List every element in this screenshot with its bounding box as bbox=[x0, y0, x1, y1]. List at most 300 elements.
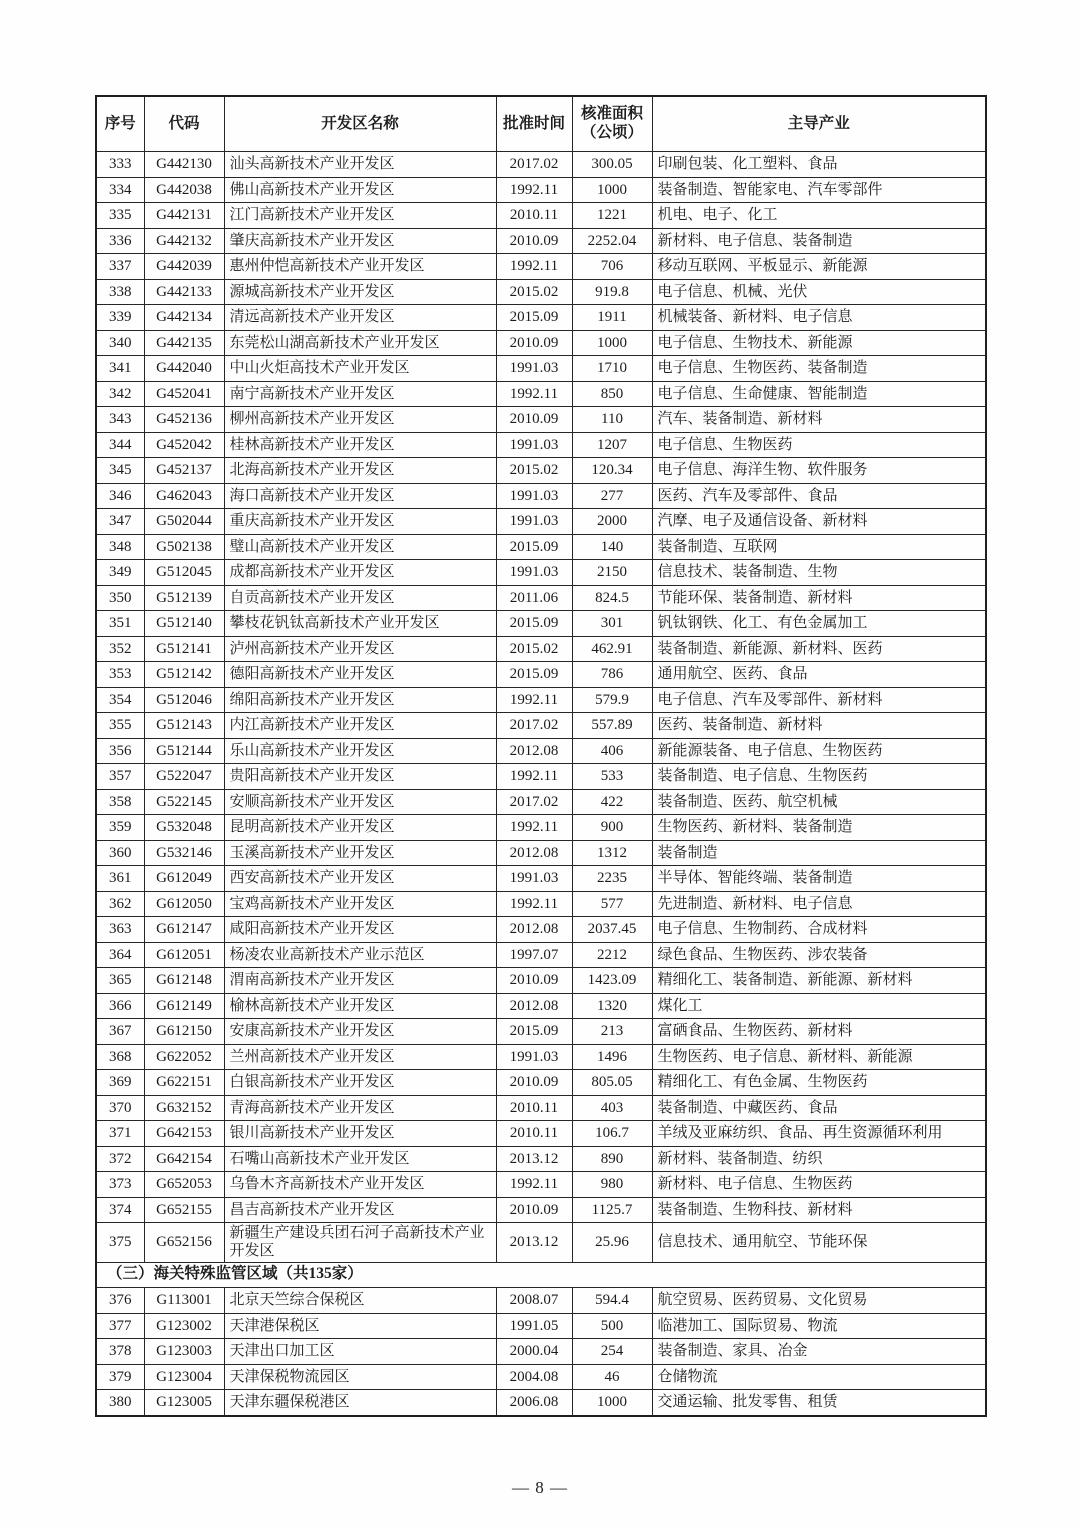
index-cell: 338 bbox=[96, 279, 144, 305]
industries-cell: 汽车、装备制造、新材料 bbox=[652, 407, 986, 433]
table-row bbox=[96, 483, 986, 509]
table-row bbox=[96, 509, 986, 535]
date-cell: 2015.09 bbox=[496, 662, 572, 688]
name-cell: 北海高新技术产业开发区 bbox=[224, 458, 496, 484]
date-cell: 2017.02 bbox=[496, 152, 572, 178]
date-cell: 2015.09 bbox=[496, 305, 572, 331]
area-cell: 890 bbox=[572, 1146, 652, 1172]
area-cell: 2212 bbox=[572, 942, 652, 968]
industries-cell: 电子信息、生物医药、装备制造 bbox=[652, 356, 986, 382]
name-cell: 白银高新技术产业开发区 bbox=[224, 1070, 496, 1096]
index-cell: 376 bbox=[96, 1288, 144, 1314]
industries-cell: 机械装备、新材料、电子信息 bbox=[652, 305, 986, 331]
area-cell: 824.5 bbox=[572, 585, 652, 611]
index-cell: 378 bbox=[96, 1339, 144, 1365]
index-cell: 372 bbox=[96, 1146, 144, 1172]
index-cell: 379 bbox=[96, 1364, 144, 1390]
code-cell: G512142 bbox=[144, 662, 224, 688]
date-cell: 2015.02 bbox=[496, 279, 572, 305]
name-cell: 汕头高新技术产业开发区 bbox=[224, 152, 496, 178]
code-cell: G642154 bbox=[144, 1146, 224, 1172]
area-cell: 706 bbox=[572, 254, 652, 280]
industries-cell: 新能源装备、电子信息、生物医药 bbox=[652, 738, 986, 764]
name-cell: 宝鸡高新技术产业开发区 bbox=[224, 891, 496, 917]
table-row bbox=[96, 254, 986, 280]
table-row bbox=[96, 356, 986, 382]
industries-cell: 汽摩、电子及通信设备、新材料 bbox=[652, 509, 986, 535]
table-row bbox=[96, 407, 986, 433]
index-cell: 377 bbox=[96, 1313, 144, 1339]
industries-cell: 装备制造、家具、冶金 bbox=[652, 1339, 986, 1365]
code-cell: G612050 bbox=[144, 891, 224, 917]
name-cell: 昌吉高新技术产业开发区 bbox=[224, 1197, 496, 1223]
index-cell: 365 bbox=[96, 968, 144, 994]
date-cell: 2015.09 bbox=[496, 534, 572, 560]
industries-cell: 煤化工 bbox=[652, 993, 986, 1019]
name-cell: 咸阳高新技术产业开发区 bbox=[224, 917, 496, 943]
name-cell: 青海高新技术产业开发区 bbox=[224, 1095, 496, 1121]
table-row bbox=[96, 636, 986, 662]
area-cell: 919.8 bbox=[572, 279, 652, 305]
area-cell: 46 bbox=[572, 1364, 652, 1390]
name-cell: 惠州仲恺高新技术产业开发区 bbox=[224, 254, 496, 280]
date-cell: 1991.03 bbox=[496, 509, 572, 535]
index-cell: 358 bbox=[96, 789, 144, 815]
industries-cell: 机电、电子、化工 bbox=[652, 203, 986, 229]
table-row bbox=[96, 228, 986, 254]
index-cell: 346 bbox=[96, 483, 144, 509]
name-cell: 佛山高新技术产业开发区 bbox=[224, 177, 496, 203]
name-cell: 安顺高新技术产业开发区 bbox=[224, 789, 496, 815]
area-cell: 462.91 bbox=[572, 636, 652, 662]
page-number: — 8 — bbox=[512, 1478, 568, 1497]
name-cell: 绵阳高新技术产业开发区 bbox=[224, 687, 496, 713]
name-cell: 江门高新技术产业开发区 bbox=[224, 203, 496, 229]
date-cell: 1992.11 bbox=[496, 177, 572, 203]
industries-cell: 钒钛钢铁、化工、有色金属加工 bbox=[652, 611, 986, 637]
index-cell: 359 bbox=[96, 815, 144, 841]
column-header-area bbox=[572, 96, 652, 152]
code-cell: G452042 bbox=[144, 432, 224, 458]
date-cell: 1991.03 bbox=[496, 560, 572, 586]
name-cell: 泸州高新技术产业开发区 bbox=[224, 636, 496, 662]
table-row bbox=[96, 1223, 986, 1263]
industries-cell: 装备制造、新能源、新材料、医药 bbox=[652, 636, 986, 662]
code-cell: G442039 bbox=[144, 254, 224, 280]
table-row bbox=[96, 1364, 986, 1390]
index-cell: 362 bbox=[96, 891, 144, 917]
table-row bbox=[96, 534, 986, 560]
code-cell: G612049 bbox=[144, 866, 224, 892]
index-cell: 347 bbox=[96, 509, 144, 535]
index-cell: 370 bbox=[96, 1095, 144, 1121]
date-cell: 2015.09 bbox=[496, 1019, 572, 1045]
index-cell: 366 bbox=[96, 993, 144, 1019]
index-cell: 360 bbox=[96, 840, 144, 866]
industries-cell: 生物医药、电子信息、新材料、新能源 bbox=[652, 1044, 986, 1070]
table-row bbox=[96, 1313, 986, 1339]
date-cell: 2010.09 bbox=[496, 1197, 572, 1223]
index-cell: 353 bbox=[96, 662, 144, 688]
table-row bbox=[96, 662, 986, 688]
industries-cell: 半导体、智能终端、装备制造 bbox=[652, 866, 986, 892]
name-cell: 中山火炬高技术产业开发区 bbox=[224, 356, 496, 382]
name-cell: 自贡高新技术产业开发区 bbox=[224, 585, 496, 611]
industries-cell: 节能环保、装备制造、新材料 bbox=[652, 585, 986, 611]
area-cell: 1125.7 bbox=[572, 1197, 652, 1223]
table-row bbox=[96, 917, 986, 943]
code-cell: G512141 bbox=[144, 636, 224, 662]
area-cell: 533 bbox=[572, 764, 652, 790]
name-cell: 天津保税物流园区 bbox=[224, 1364, 496, 1390]
table-row bbox=[96, 1121, 986, 1147]
table-row bbox=[96, 1044, 986, 1070]
area-cell: 300.05 bbox=[572, 152, 652, 178]
index-cell: 349 bbox=[96, 560, 144, 586]
name-cell: 石嘴山高新技术产业开发区 bbox=[224, 1146, 496, 1172]
table-row bbox=[96, 1339, 986, 1365]
industries-cell: 电子信息、汽车及零部件、新材料 bbox=[652, 687, 986, 713]
area-cell: 805.05 bbox=[572, 1070, 652, 1096]
code-cell: G442038 bbox=[144, 177, 224, 203]
name-cell: 贵阳高新技术产业开发区 bbox=[224, 764, 496, 790]
date-cell: 1991.05 bbox=[496, 1313, 572, 1339]
industries-cell: 临港加工、国际贸易、物流 bbox=[652, 1313, 986, 1339]
code-cell: G612147 bbox=[144, 917, 224, 943]
area-cell: 301 bbox=[572, 611, 652, 637]
table-row bbox=[96, 611, 986, 637]
name-cell: 重庆高新技术产业开发区 bbox=[224, 509, 496, 535]
code-cell: G512143 bbox=[144, 713, 224, 739]
column-header-area-line2: （公顷） bbox=[580, 124, 643, 141]
area-cell: 1000 bbox=[572, 1390, 652, 1416]
column-header-industries: 主导产业 bbox=[652, 96, 986, 152]
date-cell: 2010.09 bbox=[496, 330, 572, 356]
industries-cell: 装备制造 bbox=[652, 840, 986, 866]
area-cell: 2037.45 bbox=[572, 917, 652, 943]
column-header-name: 开发区名称 bbox=[224, 96, 496, 152]
area-cell: 900 bbox=[572, 815, 652, 841]
index-cell: 355 bbox=[96, 713, 144, 739]
table-row bbox=[96, 152, 986, 178]
date-cell: 2012.08 bbox=[496, 738, 572, 764]
name-cell: 兰州高新技术产业开发区 bbox=[224, 1044, 496, 1070]
industries-cell: 仓储物流 bbox=[652, 1364, 986, 1390]
area-cell: 120.34 bbox=[572, 458, 652, 484]
area-cell: 1911 bbox=[572, 305, 652, 331]
name-cell: 海口高新技术产业开发区 bbox=[224, 483, 496, 509]
table-row bbox=[96, 330, 986, 356]
date-cell: 1992.11 bbox=[496, 764, 572, 790]
table-row bbox=[96, 1172, 986, 1198]
date-cell: 1991.03 bbox=[496, 1044, 572, 1070]
name-cell: 渭南高新技术产业开发区 bbox=[224, 968, 496, 994]
code-cell: G442135 bbox=[144, 330, 224, 356]
industries-cell: 电子信息、生命健康、智能制造 bbox=[652, 381, 986, 407]
table-row bbox=[96, 1095, 986, 1121]
industries-cell: 信息技术、装备制造、生物 bbox=[652, 560, 986, 586]
name-cell: 银川高新技术产业开发区 bbox=[224, 1121, 496, 1147]
code-cell: G442132 bbox=[144, 228, 224, 254]
date-cell: 2010.11 bbox=[496, 1121, 572, 1147]
industries-cell: 生物医药、新材料、装备制造 bbox=[652, 815, 986, 841]
table-row bbox=[96, 585, 986, 611]
date-cell: 1991.03 bbox=[496, 483, 572, 509]
code-cell: G452136 bbox=[144, 407, 224, 433]
date-cell: 2015.09 bbox=[496, 611, 572, 637]
industries-cell: 富硒食品、生物医药、新材料 bbox=[652, 1019, 986, 1045]
code-cell: G502044 bbox=[144, 509, 224, 535]
date-cell: 2015.02 bbox=[496, 636, 572, 662]
table-row bbox=[96, 1019, 986, 1045]
column-header-index: 序号 bbox=[96, 96, 144, 152]
area-cell: 557.89 bbox=[572, 713, 652, 739]
date-cell: 2012.08 bbox=[496, 840, 572, 866]
industries-cell: 印刷包装、化工塑料、食品 bbox=[652, 152, 986, 178]
industries-cell: 精细化工、装备制造、新能源、新材料 bbox=[652, 968, 986, 994]
code-cell: G532048 bbox=[144, 815, 224, 841]
code-cell: G462043 bbox=[144, 483, 224, 509]
area-cell: 786 bbox=[572, 662, 652, 688]
name-cell: 德阳高新技术产业开发区 bbox=[224, 662, 496, 688]
code-cell: G612051 bbox=[144, 942, 224, 968]
industries-cell: 通用航空、医药、食品 bbox=[652, 662, 986, 688]
industries-cell: 羊绒及亚麻纺织、食品、再生资源循环利用 bbox=[652, 1121, 986, 1147]
name-cell: 柳州高新技术产业开发区 bbox=[224, 407, 496, 433]
table-row bbox=[96, 866, 986, 892]
name-cell: 攀枝花钒钛高新技术产业开发区 bbox=[224, 611, 496, 637]
code-cell: G652155 bbox=[144, 1197, 224, 1223]
code-cell: G642153 bbox=[144, 1121, 224, 1147]
table-row bbox=[96, 305, 986, 331]
index-cell: 340 bbox=[96, 330, 144, 356]
table-row bbox=[96, 1197, 986, 1223]
area-cell: 213 bbox=[572, 1019, 652, 1045]
section-header-row bbox=[96, 1262, 986, 1288]
industries-cell: 装备制造、医药、航空机械 bbox=[652, 789, 986, 815]
index-cell: 342 bbox=[96, 381, 144, 407]
name-cell: 桂林高新技术产业开发区 bbox=[224, 432, 496, 458]
industries-cell: 装备制造、中藏医药、食品 bbox=[652, 1095, 986, 1121]
date-cell: 1991.03 bbox=[496, 356, 572, 382]
industries-cell: 医药、汽车及零部件、食品 bbox=[652, 483, 986, 509]
column-header-code: 代码 bbox=[144, 96, 224, 152]
code-cell: G612150 bbox=[144, 1019, 224, 1045]
code-cell: G442134 bbox=[144, 305, 224, 331]
date-cell: 1992.11 bbox=[496, 1172, 572, 1198]
industries-cell: 装备制造、互联网 bbox=[652, 534, 986, 560]
area-cell: 1320 bbox=[572, 993, 652, 1019]
index-cell: 351 bbox=[96, 611, 144, 637]
name-cell: 西安高新技术产业开发区 bbox=[224, 866, 496, 892]
area-cell: 1221 bbox=[572, 203, 652, 229]
industries-cell: 移动互联网、平板显示、新能源 bbox=[652, 254, 986, 280]
code-cell: G512045 bbox=[144, 560, 224, 586]
industries-cell: 装备制造、智能家电、汽车零部件 bbox=[652, 177, 986, 203]
date-cell: 2008.07 bbox=[496, 1288, 572, 1314]
area-cell: 110 bbox=[572, 407, 652, 433]
area-cell: 277 bbox=[572, 483, 652, 509]
table-row bbox=[96, 764, 986, 790]
industries-cell: 新材料、电子信息、生物医药 bbox=[652, 1172, 986, 1198]
code-cell: G632152 bbox=[144, 1095, 224, 1121]
name-cell: 肇庆高新技术产业开发区 bbox=[224, 228, 496, 254]
index-cell: 368 bbox=[96, 1044, 144, 1070]
code-cell: G452137 bbox=[144, 458, 224, 484]
index-cell: 367 bbox=[96, 1019, 144, 1045]
index-cell: 350 bbox=[96, 585, 144, 611]
code-cell: G442133 bbox=[144, 279, 224, 305]
table-row bbox=[96, 1146, 986, 1172]
industries-cell: 精细化工、有色金属、生物医药 bbox=[652, 1070, 986, 1096]
date-cell: 2004.08 bbox=[496, 1364, 572, 1390]
name-cell: 杨凌农业高新技术产业示范区 bbox=[224, 942, 496, 968]
name-cell: 天津出口加工区 bbox=[224, 1339, 496, 1365]
index-cell: 374 bbox=[96, 1197, 144, 1223]
area-cell: 500 bbox=[572, 1313, 652, 1339]
index-cell: 334 bbox=[96, 177, 144, 203]
date-cell: 1992.11 bbox=[496, 254, 572, 280]
code-cell: G113001 bbox=[144, 1288, 224, 1314]
area-cell: 403 bbox=[572, 1095, 652, 1121]
code-cell: G502138 bbox=[144, 534, 224, 560]
area-cell: 1496 bbox=[572, 1044, 652, 1070]
date-cell: 2010.09 bbox=[496, 407, 572, 433]
industries-cell: 装备制造、生物科技、新材料 bbox=[652, 1197, 986, 1223]
industries-cell: 新材料、电子信息、装备制造 bbox=[652, 228, 986, 254]
industries-cell: 先进制造、新材料、电子信息 bbox=[652, 891, 986, 917]
name-cell: 源城高新技术产业开发区 bbox=[224, 279, 496, 305]
name-cell: 天津东疆保税港区 bbox=[224, 1390, 496, 1416]
index-cell: 364 bbox=[96, 942, 144, 968]
index-cell: 345 bbox=[96, 458, 144, 484]
date-cell: 2012.08 bbox=[496, 917, 572, 943]
index-cell: 357 bbox=[96, 764, 144, 790]
code-cell: G622052 bbox=[144, 1044, 224, 1070]
index-cell: 336 bbox=[96, 228, 144, 254]
area-cell: 2235 bbox=[572, 866, 652, 892]
date-cell: 2012.08 bbox=[496, 993, 572, 1019]
date-cell: 2000.04 bbox=[496, 1339, 572, 1365]
name-cell: 乌鲁木齐高新技术产业开发区 bbox=[224, 1172, 496, 1198]
name-cell: 新疆生产建设兵团石河子高新技术产业开发区 bbox=[224, 1223, 496, 1263]
index-cell: 341 bbox=[96, 356, 144, 382]
date-cell: 2013.12 bbox=[496, 1146, 572, 1172]
code-cell: G123002 bbox=[144, 1313, 224, 1339]
code-cell: G652156 bbox=[144, 1223, 224, 1263]
name-cell: 成都高新技术产业开发区 bbox=[224, 560, 496, 586]
code-cell: G512139 bbox=[144, 585, 224, 611]
index-cell: 371 bbox=[96, 1121, 144, 1147]
table-row bbox=[96, 840, 986, 866]
date-cell: 2010.11 bbox=[496, 1095, 572, 1121]
area-cell: 1000 bbox=[572, 177, 652, 203]
date-cell: 2013.12 bbox=[496, 1223, 572, 1263]
index-cell: 348 bbox=[96, 534, 144, 560]
industries-cell: 电子信息、生物制药、合成材料 bbox=[652, 917, 986, 943]
industries-cell: 电子信息、机械、光伏 bbox=[652, 279, 986, 305]
date-cell: 1992.11 bbox=[496, 687, 572, 713]
code-cell: G123003 bbox=[144, 1339, 224, 1365]
area-cell: 2252.04 bbox=[572, 228, 652, 254]
column-header-area-line1: 核准面积 bbox=[580, 105, 643, 123]
table-row bbox=[96, 1070, 986, 1096]
development-zones-table bbox=[95, 95, 987, 1417]
index-cell: 344 bbox=[96, 432, 144, 458]
index-cell: 352 bbox=[96, 636, 144, 662]
table-header-row bbox=[96, 96, 986, 152]
index-cell: 339 bbox=[96, 305, 144, 331]
area-cell: 140 bbox=[572, 534, 652, 560]
table-row bbox=[96, 687, 986, 713]
code-cell: G512144 bbox=[144, 738, 224, 764]
index-cell: 354 bbox=[96, 687, 144, 713]
date-cell: 2017.02 bbox=[496, 713, 572, 739]
table-row bbox=[96, 458, 986, 484]
code-cell: G512140 bbox=[144, 611, 224, 637]
code-cell: G452041 bbox=[144, 381, 224, 407]
industries-cell: 医药、装备制造、新材料 bbox=[652, 713, 986, 739]
date-cell: 2010.11 bbox=[496, 203, 572, 229]
name-cell: 璧山高新技术产业开发区 bbox=[224, 534, 496, 560]
code-cell: G652053 bbox=[144, 1172, 224, 1198]
industries-cell: 交通运输、批发零售、租赁 bbox=[652, 1390, 986, 1416]
industries-cell: 新材料、装备制造、纺织 bbox=[652, 1146, 986, 1172]
code-cell: G512046 bbox=[144, 687, 224, 713]
index-cell: 337 bbox=[96, 254, 144, 280]
area-cell: 577 bbox=[572, 891, 652, 917]
table-row bbox=[96, 993, 986, 1019]
table-header bbox=[96, 96, 986, 152]
code-cell: G123005 bbox=[144, 1390, 224, 1416]
area-cell: 422 bbox=[572, 789, 652, 815]
column-header-approval-date: 批准时间 bbox=[496, 96, 572, 152]
area-cell: 980 bbox=[572, 1172, 652, 1198]
table-row bbox=[96, 738, 986, 764]
area-cell: 1207 bbox=[572, 432, 652, 458]
code-cell: G442040 bbox=[144, 356, 224, 382]
index-cell: 373 bbox=[96, 1172, 144, 1198]
area-cell: 106.7 bbox=[572, 1121, 652, 1147]
table-row bbox=[96, 1288, 986, 1314]
name-cell: 天津港保税区 bbox=[224, 1313, 496, 1339]
code-cell: G522145 bbox=[144, 789, 224, 815]
table-row bbox=[96, 713, 986, 739]
name-cell: 安康高新技术产业开发区 bbox=[224, 1019, 496, 1045]
area-cell: 1312 bbox=[572, 840, 652, 866]
industries-cell: 装备制造、电子信息、生物医药 bbox=[652, 764, 986, 790]
area-cell: 2000 bbox=[572, 509, 652, 535]
date-cell: 1992.11 bbox=[496, 381, 572, 407]
table-row bbox=[96, 942, 986, 968]
name-cell: 玉溪高新技术产业开发区 bbox=[224, 840, 496, 866]
industries-cell: 航空贸易、医药贸易、文化贸易 bbox=[652, 1288, 986, 1314]
table-row bbox=[96, 203, 986, 229]
date-cell: 2017.02 bbox=[496, 789, 572, 815]
name-cell: 榆林高新技术产业开发区 bbox=[224, 993, 496, 1019]
index-cell: 361 bbox=[96, 866, 144, 892]
date-cell: 1992.11 bbox=[496, 815, 572, 841]
table-row bbox=[96, 789, 986, 815]
code-cell: G612149 bbox=[144, 993, 224, 1019]
name-cell: 乐山高新技术产业开发区 bbox=[224, 738, 496, 764]
index-cell: 333 bbox=[96, 152, 144, 178]
date-cell: 1991.03 bbox=[496, 432, 572, 458]
name-cell: 内江高新技术产业开发区 bbox=[224, 713, 496, 739]
index-cell: 356 bbox=[96, 738, 144, 764]
industries-cell: 电子信息、生物医药 bbox=[652, 432, 986, 458]
industries-cell: 电子信息、生物技术、新能源 bbox=[652, 330, 986, 356]
